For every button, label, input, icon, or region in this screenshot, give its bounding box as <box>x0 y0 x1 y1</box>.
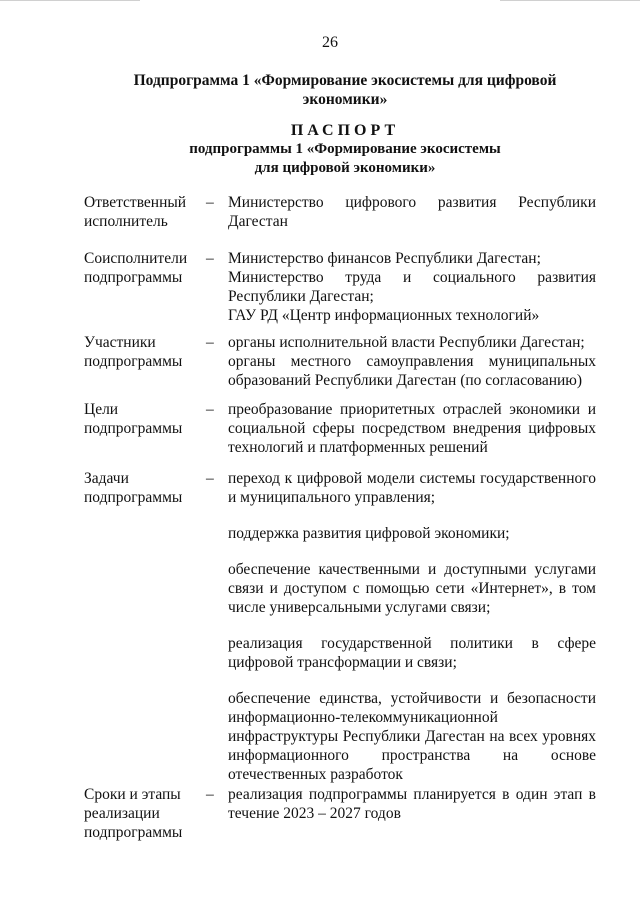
passport-title: ПАСПОРТ <box>290 122 400 139</box>
row-dash: – <box>206 786 214 803</box>
row-value: Министерство финансов Республики Дагестан; Министерство труда и социального развития Республики Дагестан; ГАУ РД «Центр информационных технологий» <box>228 250 596 324</box>
subprogram-heading-line: экономики» <box>302 91 388 108</box>
passport-subtitle-line: для цифровой экономики» <box>254 160 436 176</box>
scan-edge-line <box>0 0 140 1</box>
row-dash: – <box>206 470 214 487</box>
row-dash: – <box>206 334 214 351</box>
row-value: Министерство цифрового развития Республики Дагестан <box>228 194 596 230</box>
page-number: 26 <box>322 34 338 51</box>
row-value: реализация подпрограммы планируется в один этап в течение 2023 – 2027 годов <box>228 786 596 822</box>
passport-subtitle <box>160 140 530 178</box>
row-value: переход к цифровой модели системы государственного и муниципального управления; поддержка развития цифровой экономики; обеспечение качественными и доступными услугами связи и доступом с помощью сети «Интернет», в том числе универсальными услугами связи; реализация государственной политики в сфере цифровой трансформации и связи; обеспечение единства, устойчивости и безопасности информационно-телекоммуникационной инфраструктуры Республики Дагестан на всех уровнях информационного пространства на основе отечественных разработок <box>228 470 596 783</box>
row-dash: – <box>206 250 214 267</box>
scan-edge-line <box>500 0 640 1</box>
subprogram-heading <box>130 71 560 109</box>
row-value: преобразование приоритетных отраслей экономики и социальной сферы посредством внедрения цифровых технологий и платформенных решений <box>228 401 596 456</box>
row-label: Соисполнители подпрограммы <box>84 250 188 286</box>
passport-subtitle-line: подпрограммы 1 «Формирование экосистемы <box>189 141 501 157</box>
row-label: Участники подпрограммы <box>84 334 183 370</box>
row-label: Ответственный исполнитель <box>84 194 187 230</box>
row-label: Сроки и этапы реализации подпрограммы <box>84 786 183 841</box>
subprogram-heading-line: Подпрограмма 1 «Формирование экосистемы для цифровой <box>133 72 557 89</box>
row-label: Цели подпрограммы <box>84 401 183 437</box>
row-dash: – <box>206 401 214 418</box>
row-label: Задачи подпрограммы <box>84 470 183 506</box>
row-dash: – <box>206 194 214 211</box>
row-value: органы исполнительной власти Республики Дагестан; органы местного самоуправления муниципальных образований Республики Дагестан (по согласованию) <box>228 334 596 389</box>
